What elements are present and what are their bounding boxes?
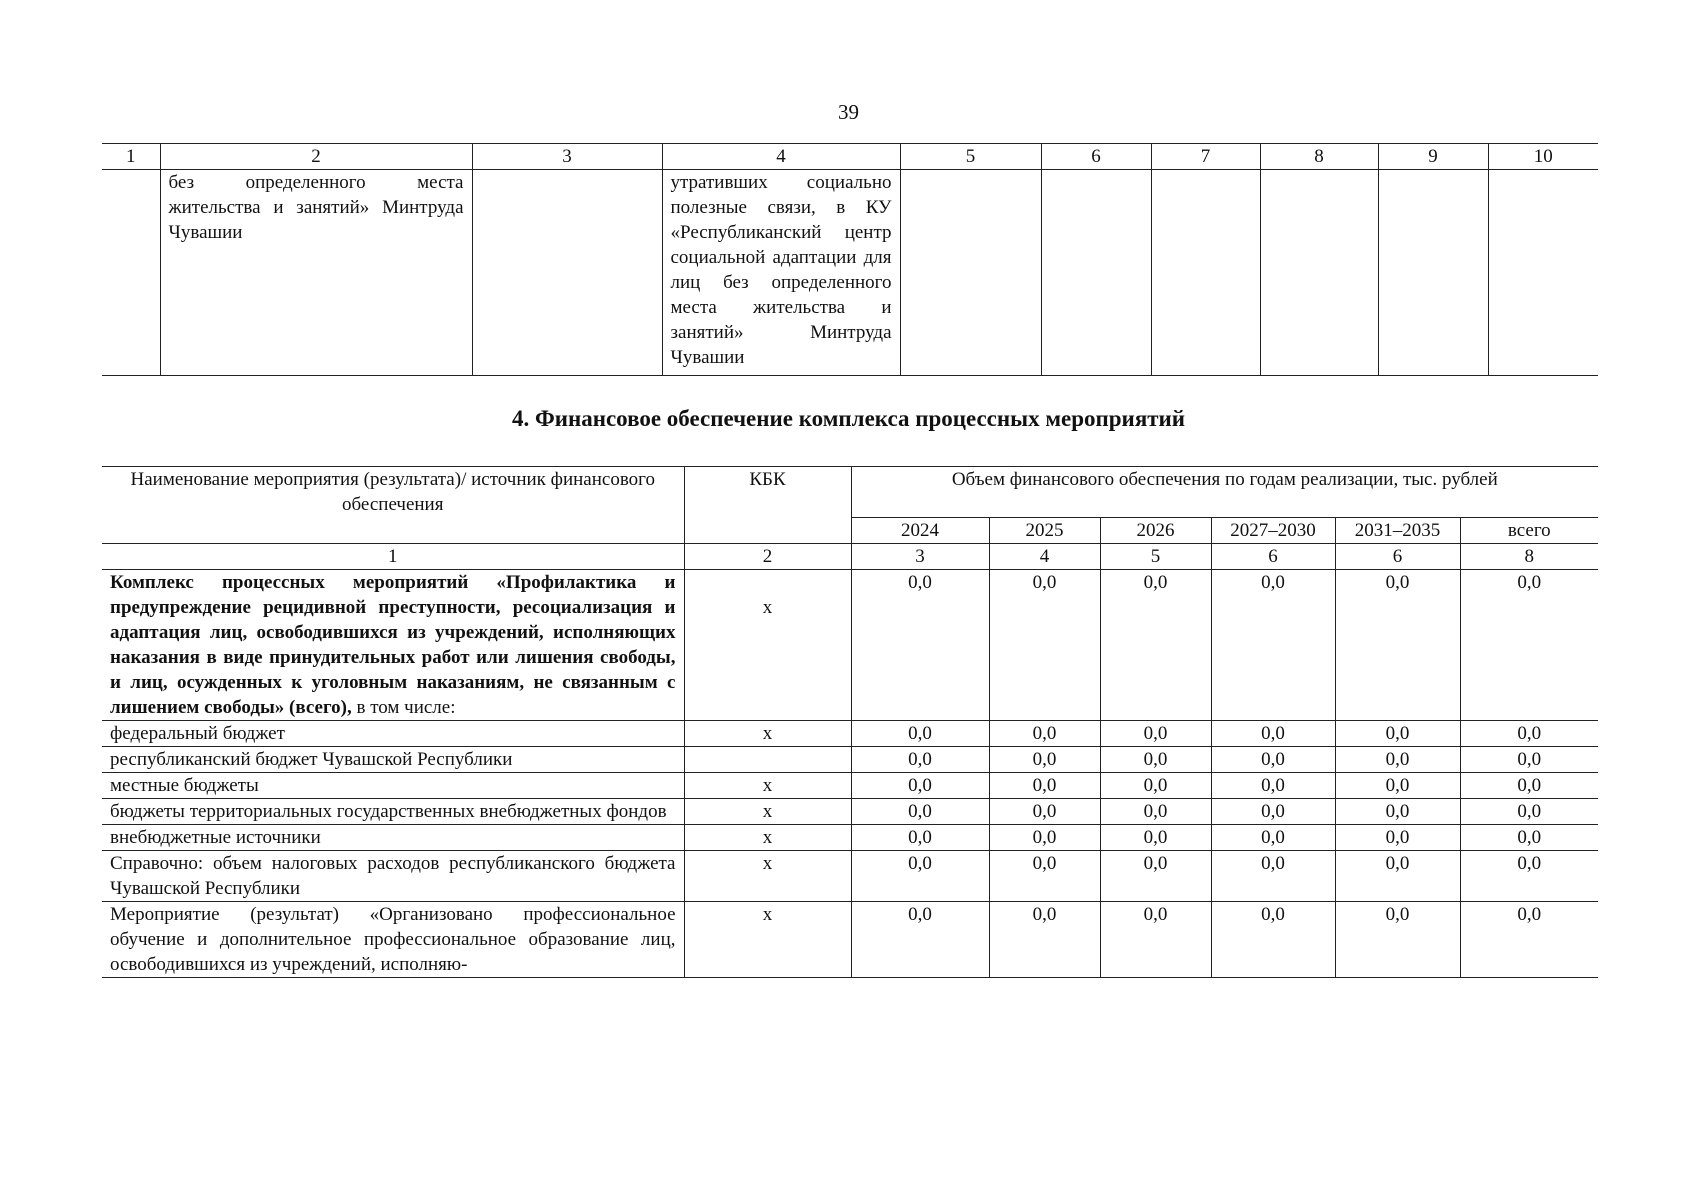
row-name <box>102 570 684 721</box>
row-value: 0,0 <box>989 747 1100 773</box>
row-name: федеральный бюджет <box>102 721 684 747</box>
column-number: 2 <box>160 144 472 170</box>
header-year: 2026 <box>1100 518 1211 544</box>
row-value: 0,0 <box>1100 570 1211 721</box>
column-number: 4 <box>662 144 900 170</box>
header-row <box>102 467 1598 518</box>
row-value: 0,0 <box>851 825 989 851</box>
row-value: 0,0 <box>1100 825 1211 851</box>
row-value: 0,0 <box>1100 773 1211 799</box>
table-row <box>102 721 1598 747</box>
header-year: 2025 <box>989 518 1100 544</box>
column-number: 5 <box>1100 544 1211 570</box>
row-value: 0,0 <box>1460 721 1598 747</box>
row-value: 0,0 <box>851 902 989 978</box>
header-year: 2024 <box>851 518 989 544</box>
row-value: 0,0 <box>1100 799 1211 825</box>
row-value: 0,0 <box>1335 570 1460 721</box>
table-row <box>102 747 1598 773</box>
row-value: 0,0 <box>851 721 989 747</box>
row-value: 0,0 <box>989 799 1100 825</box>
column-number: 1 <box>102 544 684 570</box>
column-number: 3 <box>472 144 662 170</box>
row-value: 0,0 <box>851 747 989 773</box>
row-value: 0,0 <box>1460 747 1598 773</box>
column-number: 8 <box>1460 544 1598 570</box>
row-value: 0,0 <box>1100 747 1211 773</box>
row-value: 0,0 <box>1211 773 1335 799</box>
column-number: 5 <box>900 144 1041 170</box>
row-value: 0,0 <box>989 851 1100 902</box>
row-kbk: х <box>684 721 851 747</box>
row-value: 0,0 <box>1335 747 1460 773</box>
row-value: 0,0 <box>1460 902 1598 978</box>
table-row <box>102 851 1598 902</box>
column-number: 2 <box>684 544 851 570</box>
row-value: 0,0 <box>989 825 1100 851</box>
cell-col4: утративших социально полезные связи, в КУ «Республиканский центр социальной адаптации для лиц без определенного места жительства и занятий» Минтруда Чувашии <box>662 170 900 376</box>
row-kbk <box>684 747 851 773</box>
row-value: 0,0 <box>851 773 989 799</box>
row-value: 0,0 <box>851 570 989 721</box>
page-number: 39 <box>838 100 859 124</box>
row-name: Справочно: объем налоговых расходов республиканского бюджета Чувашской Республики <box>102 851 684 902</box>
row-name: республиканский бюджет Чувашской Республики <box>102 747 684 773</box>
row-value: 0,0 <box>1211 902 1335 978</box>
column-number: 6 <box>1335 544 1460 570</box>
row-name-bold: Комплекс процессных мероприятий «Профилактика и предупреждение рецидивной преступности, ресоциализация и адаптация лиц, освободившихся из учреждений, исполняющих наказания в виде принудительных работ или лишения свободы, и лиц, осужденных к уголовным наказаниям, не связанным с лишением свободы» (всего), <box>110 572 676 718</box>
row-value: 0,0 <box>1211 721 1335 747</box>
column-number: 9 <box>1378 144 1488 170</box>
row-kbk: х <box>684 902 851 978</box>
column-number: 1 <box>102 144 160 170</box>
column-number: 4 <box>989 544 1100 570</box>
row-value: 0,0 <box>1460 773 1598 799</box>
row-value: 0,0 <box>1460 570 1598 721</box>
column-numbers-row <box>102 544 1598 570</box>
row-kbk: х <box>684 825 851 851</box>
table-row <box>102 825 1598 851</box>
table-row <box>102 170 1598 376</box>
table-row <box>102 799 1598 825</box>
row-value: 0,0 <box>1335 902 1460 978</box>
row-value: 0,0 <box>1460 825 1598 851</box>
row-value: 0,0 <box>1335 825 1460 851</box>
row-name: внебюджетные источники <box>102 825 684 851</box>
row-value: 0,0 <box>1335 773 1460 799</box>
header-volume: Объем финансового обеспечения по годам реализации, тыс. рублей <box>851 467 1598 518</box>
table-row <box>102 570 1598 721</box>
row-value: 0,0 <box>1100 902 1211 978</box>
header-name: Наименование мероприятия (результата)/ источник финансового обеспечения <box>102 467 684 544</box>
column-number: 10 <box>1488 144 1598 170</box>
row-value: 0,0 <box>1100 851 1211 902</box>
column-number: 7 <box>1151 144 1260 170</box>
row-kbk: х <box>684 773 851 799</box>
row-value: 0,0 <box>1100 721 1211 747</box>
row-value: 0,0 <box>989 902 1100 978</box>
row-name: бюджеты территориальных государственных внебюджетных фондов <box>102 799 684 825</box>
column-number: 8 <box>1260 144 1378 170</box>
row-value: 0,0 <box>1211 747 1335 773</box>
row-value: 0,0 <box>989 773 1100 799</box>
row-value: 0,0 <box>1335 721 1460 747</box>
column-number: 6 <box>1041 144 1151 170</box>
row-value: 0,0 <box>1460 799 1598 825</box>
header-year: 2031–2035 <box>1335 518 1460 544</box>
header-year: 2027–2030 <box>1211 518 1335 544</box>
row-value: 0,0 <box>1211 851 1335 902</box>
row-value: 0,0 <box>1211 570 1335 721</box>
header-year: всего <box>1460 518 1598 544</box>
row-value: 0,0 <box>1335 799 1460 825</box>
row-name: местные бюджеты <box>102 773 684 799</box>
row-value: 0,0 <box>1335 851 1460 902</box>
cell-col2: без определенного места жительства и занятий» Минтруда Чувашии <box>160 170 472 376</box>
financing-table <box>102 466 1598 978</box>
table-row <box>102 773 1598 799</box>
table-row <box>102 902 1598 978</box>
row-value: 0,0 <box>1211 825 1335 851</box>
column-number: 6 <box>1211 544 1335 570</box>
row-kbk: х <box>684 570 851 721</box>
row-name-suffix: в том числе: <box>351 697 456 718</box>
column-number: 3 <box>851 544 989 570</box>
row-kbk: х <box>684 799 851 825</box>
row-value: 0,0 <box>1211 799 1335 825</box>
row-value: 0,0 <box>989 721 1100 747</box>
row-value: 0,0 <box>851 799 989 825</box>
row-name: Мероприятие (результат) «Организовано профессиональное обучение и дополнительное профессиональное образование лиц, освободившихся из учреждений, исполняю- <box>102 902 684 978</box>
row-value: 0,0 <box>851 851 989 902</box>
row-value: 0,0 <box>989 570 1100 721</box>
section-title: 4. Финансовое обеспечение комплекса процессных мероприятий <box>511 406 1186 431</box>
row-value: 0,0 <box>1460 851 1598 902</box>
row-kbk: х <box>684 851 851 902</box>
header-kbk: КБК <box>684 467 851 544</box>
continuation-table <box>102 143 1598 376</box>
column-numbers-row <box>102 144 1598 170</box>
